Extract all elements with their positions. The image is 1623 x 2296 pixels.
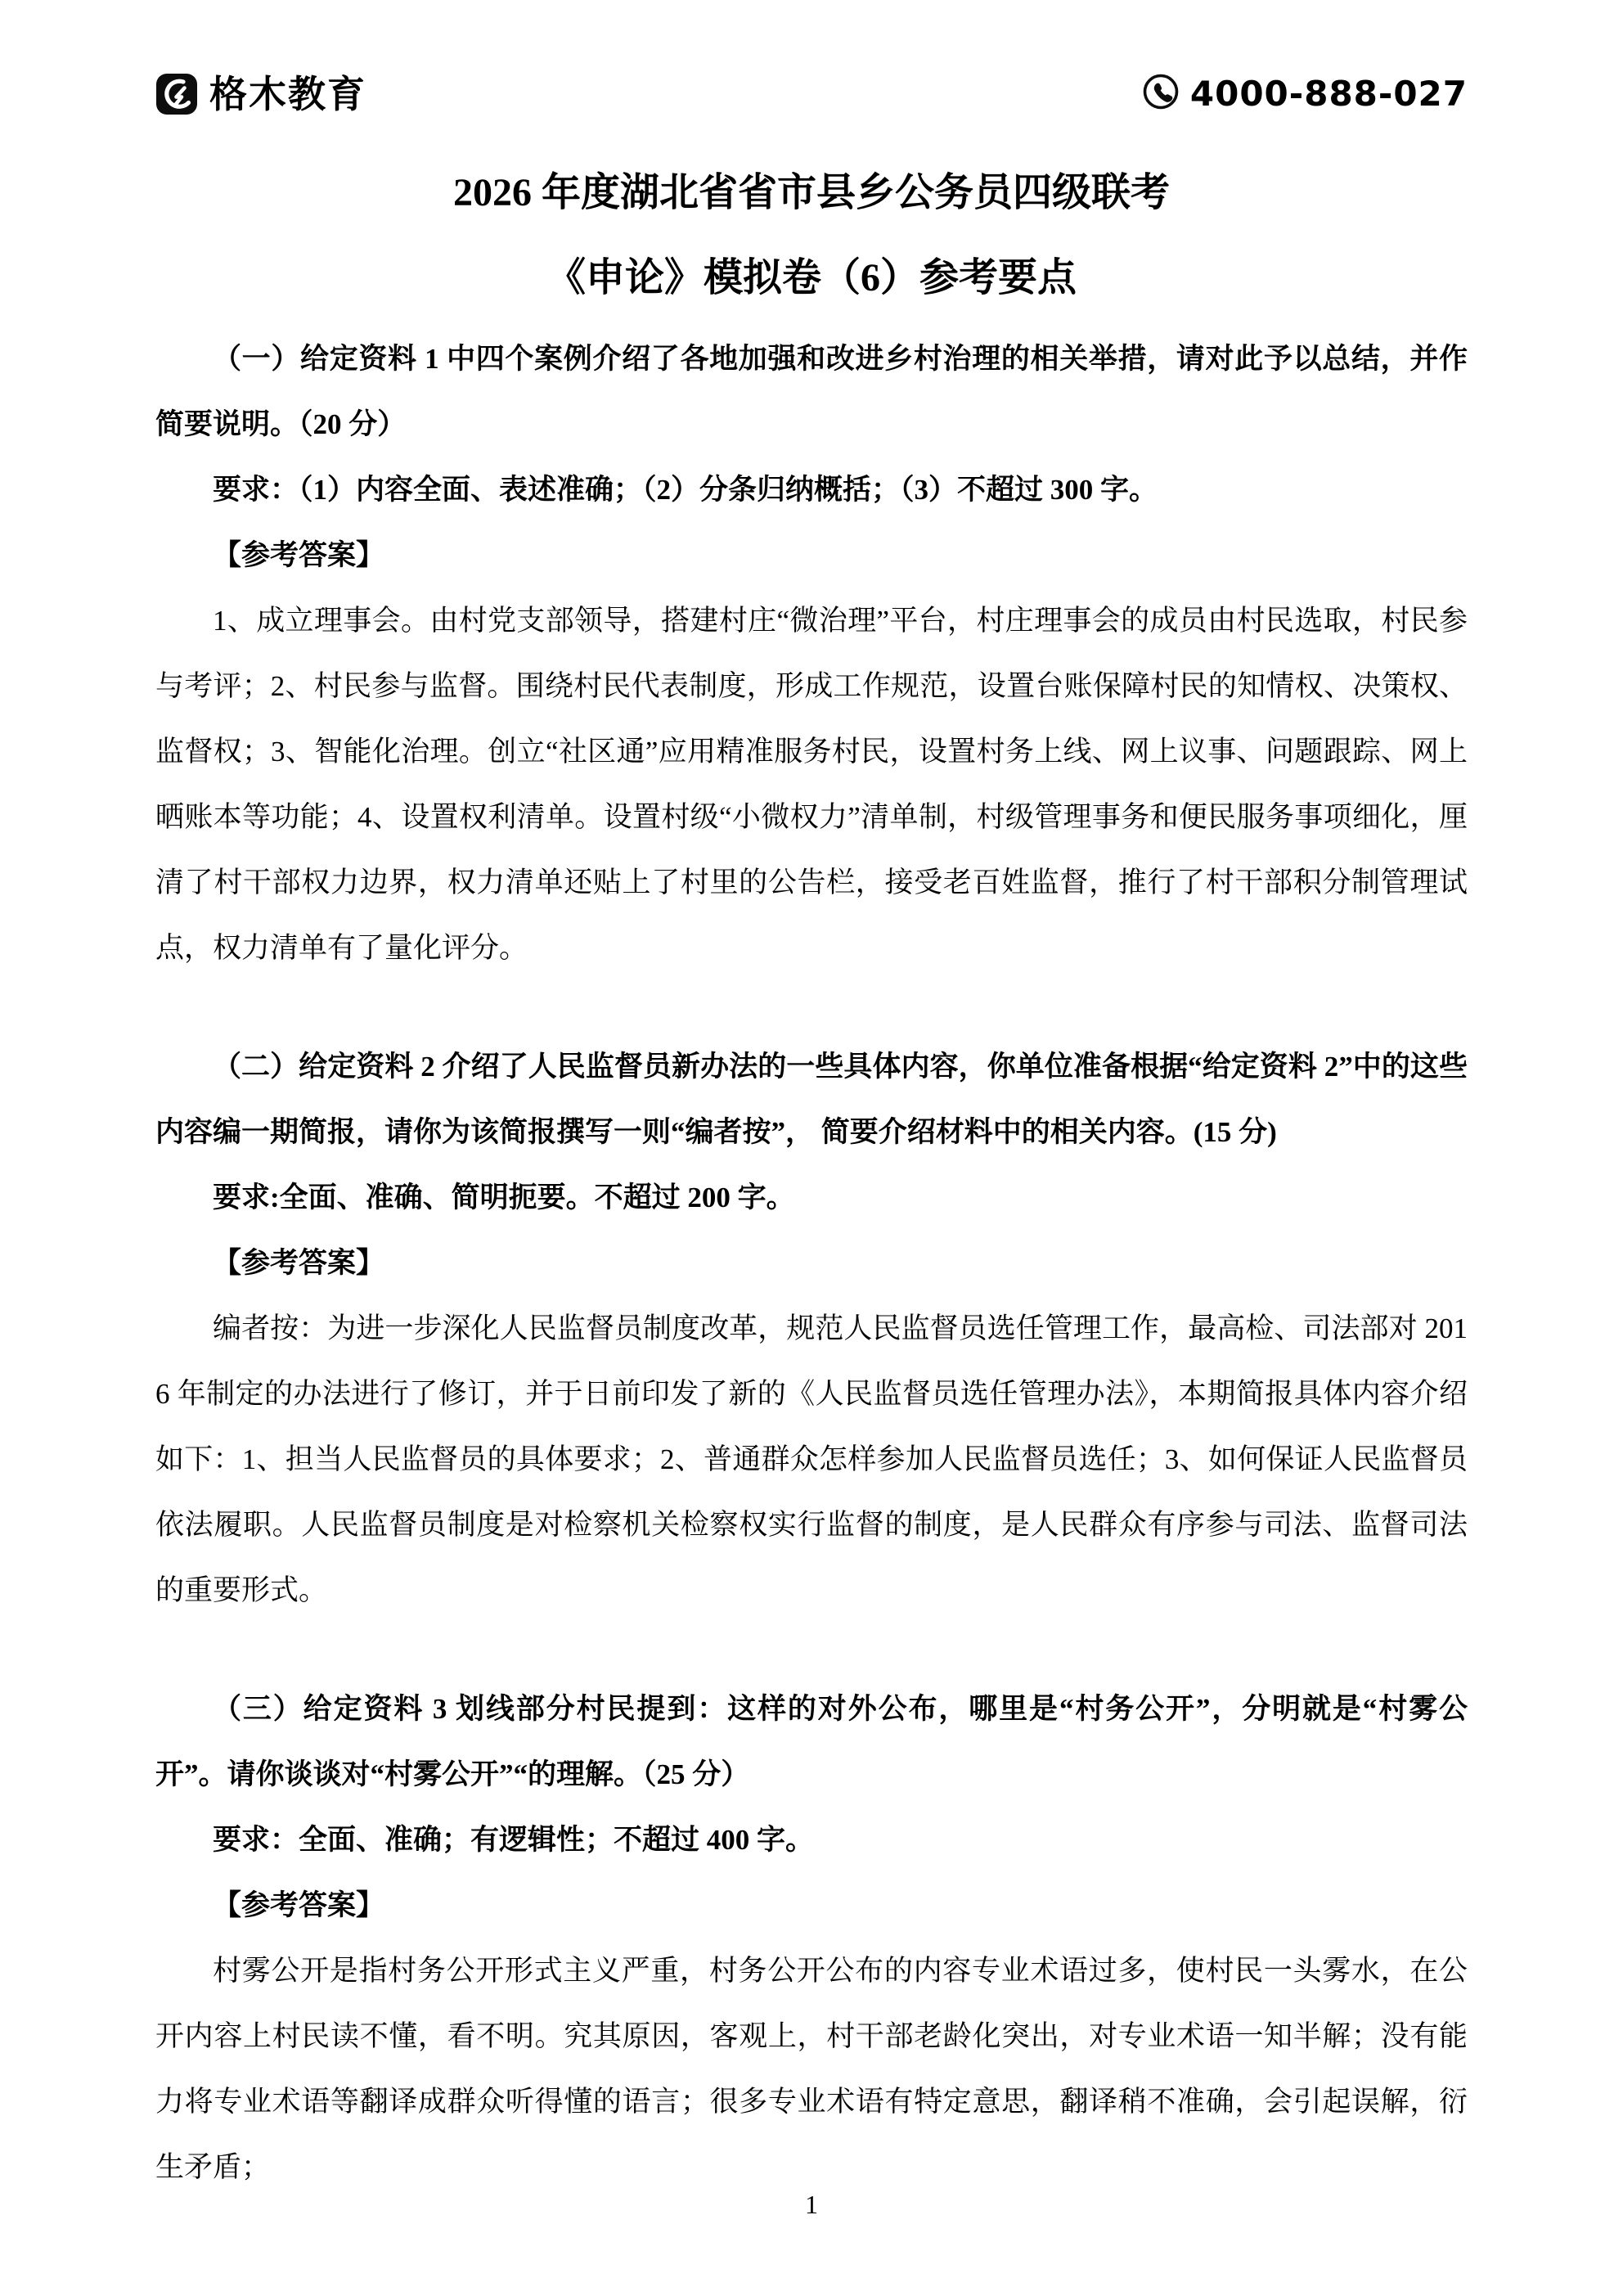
question-3-text: （三）给定资料 3 划线部分村民提到：这样的对外公布，哪里是“村务公开”，分明就是“村雾公开”。请你谈谈对“村雾公开”“的理解。（25 分） — [155, 1693, 1468, 1790]
doc-title-line1: 2026 年度湖北省省市县乡公务员四级联考 — [452, 171, 1170, 214]
question-1-answer-label: 【参考答案】 — [213, 539, 385, 571]
question-1-text: （一）给定资料 1 中四个案例介绍了各地加强和改进乡村治理的相关举措，请对此予以总结，并作简要说明。（20 分） — [155, 343, 1468, 440]
question-3-requirements: 要求：全面、准确；有逻辑性；不超过 400 字。 — [213, 1824, 815, 1856]
contact-phone — [1141, 72, 1468, 115]
question-1-requirements: 要求：（1）内容全面、表述准确；（2）分条归纳概括；（3）不超过 300 字。 — [213, 474, 1158, 506]
question-section-2 — [155, 1034, 1468, 1623]
phone-number: 4000-888-027 — [1189, 73, 1468, 114]
doc-title-line2: 《申论》模拟卷（6）参考要点 — [546, 256, 1077, 299]
question-3-answer-label: 【参考答案】 — [213, 1889, 385, 1921]
brand-name: 格木教育 — [209, 72, 366, 115]
gemu-logo-icon — [155, 73, 198, 115]
question-2-answer-label: 【参考答案】 — [213, 1247, 385, 1279]
question-2-answer: 编者按：为进一步深化人民监督员制度改革，规范人民监督员选任管理工作，最高检、司法部对 2016 年制定的办法进行了修订，并于日前印发了新的《人民监督员选任管理办法》，本期简报具体内容介绍如下：1、担当人民监督员的具体要求；2、普通群众怎样参加人民监督员选任；3、如何保证人民监督员依法履职。人民监督员制度是对检察机关检察权实行监督的制度，是人民群众有序参与司法、监督司法的重要形式。 — [155, 1312, 1468, 1606]
question-2-text: （二）给定资料 2 介绍了人民监督员新办法的一些具体内容，你单位准备根据“给定资料 2”中的这些内容编一期简报，请你为该简报撰写一则“编者按”， 简要介绍材料中的相关内容。(15 分) — [155, 1051, 1468, 1148]
brand-logo — [155, 73, 366, 115]
question-section-3 — [155, 1677, 1468, 2200]
page-number: 1 — [805, 2190, 818, 2219]
question-section-1 — [155, 326, 1468, 981]
question-2-requirements: 要求:全面、准确、简明扼要。不超过 200 字。 — [213, 1182, 795, 1213]
phone-icon — [1141, 72, 1180, 115]
question-3-answer: 村雾公开是指村务公开形式主义严重，村务公开公布的内容专业术语过多，使村民一头雾水，在公开内容上村民读不懂，看不明。究其原因，客观上，村干部老龄化突出，对专业术语一知半解；没有能力将专业术语等翻译成群众听得懂的语言；很多专业术语有特定意思，翻译稍不准确，会引起误解，衍生矛盾； — [155, 1955, 1468, 2183]
page-header — [155, 0, 1468, 115]
question-1-answer: 1、成立理事会。由村党支部领导，搭建村庄“微治理”平台，村庄理事会的成员由村民选取，村民参与考评；2、村民参与监督。围绕村民代表制度，形成工作规范，设置台账保障村民的知情权、决策权、监督权；3、智能化治理。创立“社区通”应用精准服务村民，设置村务上线、网上议事、问题跟踪、网上晒账本等功能；4、设置权利清单。设置村级“小微权力”清单制，村级管理事务和便民服务事项细化，厘清了村干部权力边界，权力清单还贴上了村里的公告栏，接受老百姓监督，推行了村干部积分制管理试点，权力清单有了量化评分。 — [155, 605, 1468, 964]
